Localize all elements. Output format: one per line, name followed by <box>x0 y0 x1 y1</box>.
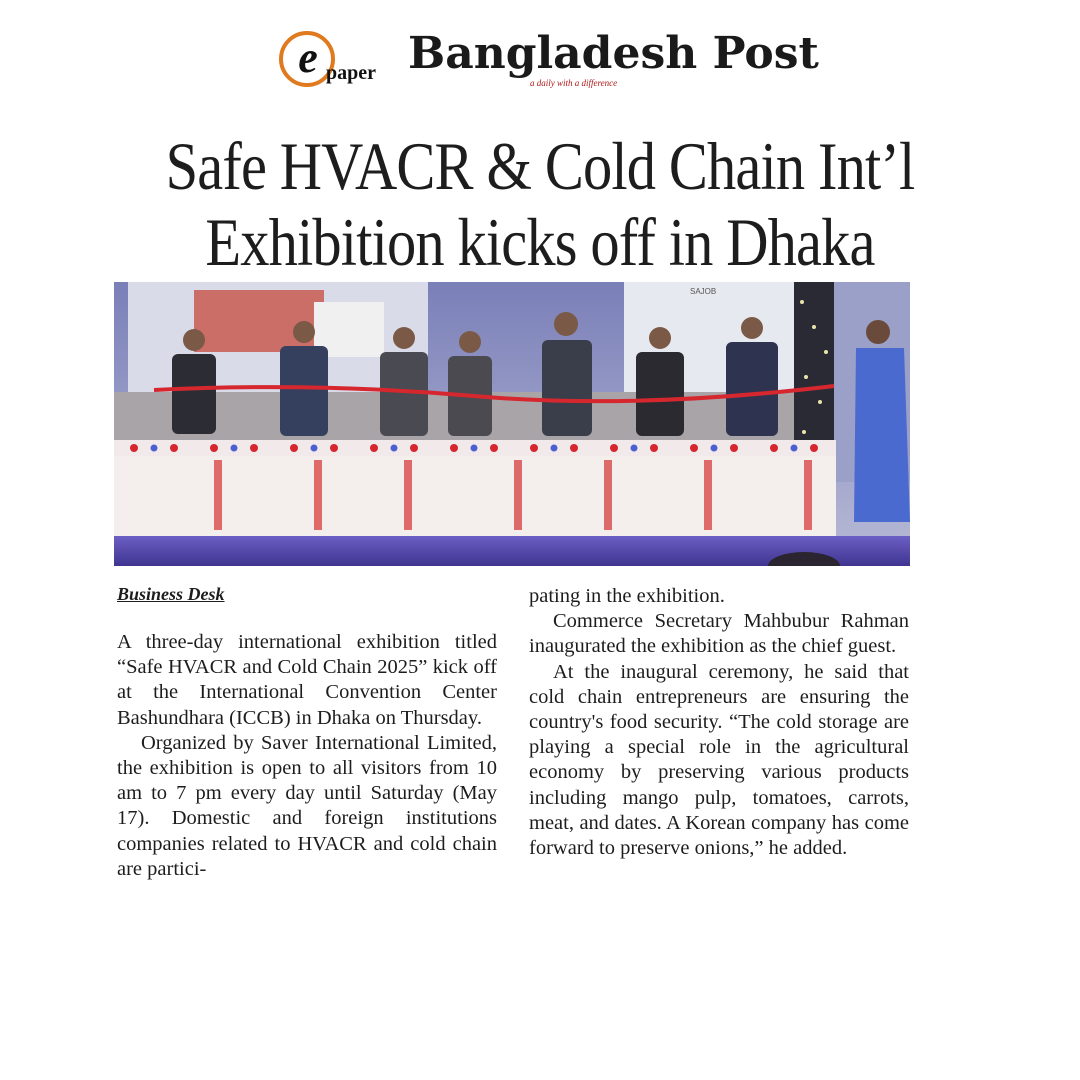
article-paragraph: At the inaugural ceremony, he said that cold chain entrepreneurs are ensuring the country's food security. “The cold storage are playing a special role in the agricultural economy by preserving various products including mango pulp, tomatoes, carrots, meat, and dates. A Korean company has come forward to preserve onions,” he added. <box>529 660 909 860</box>
epaper-label: paper <box>326 62 376 84</box>
article-column-left <box>117 584 497 882</box>
banner-text: SAJOB <box>690 287 717 296</box>
ribbon-cutting-photo <box>114 282 910 566</box>
epaper-letter: e <box>298 33 318 82</box>
article-column-right <box>529 584 909 861</box>
headline <box>153 128 927 280</box>
article-paragraph: A three-day international exhibition titled “Safe HVACR and Cold Chain 2025” kick off at the International Convention Center Bashundhara (ICCB) in Dhaka on Thursday. <box>117 631 497 729</box>
byline: Business Desk <box>117 584 225 604</box>
article-paragraph: pating in the exhibition. <box>529 585 725 607</box>
masthead <box>278 26 819 96</box>
article-paragraph: Organized by Saver International Limited, the exhibition is open to all visitors from 10 am to 7 pm every day until Saturday (May 17). Domestic and foreign institutions companies related to HVACR and cold chain are partici- <box>117 731 497 880</box>
newspaper-name: Bangladesh Post <box>408 28 819 79</box>
headline-line-2: Exhibition kicks off in Dhaka <box>205 204 875 280</box>
article-paragraph: Commerce Secretary Mahbubur Rahman inaugurated the exhibition as the chief guest. <box>529 610 909 658</box>
newspaper-tagline: a daily with a difference <box>530 78 618 88</box>
headline-line-1: Safe HVACR & Cold Chain Int’l <box>165 128 915 204</box>
